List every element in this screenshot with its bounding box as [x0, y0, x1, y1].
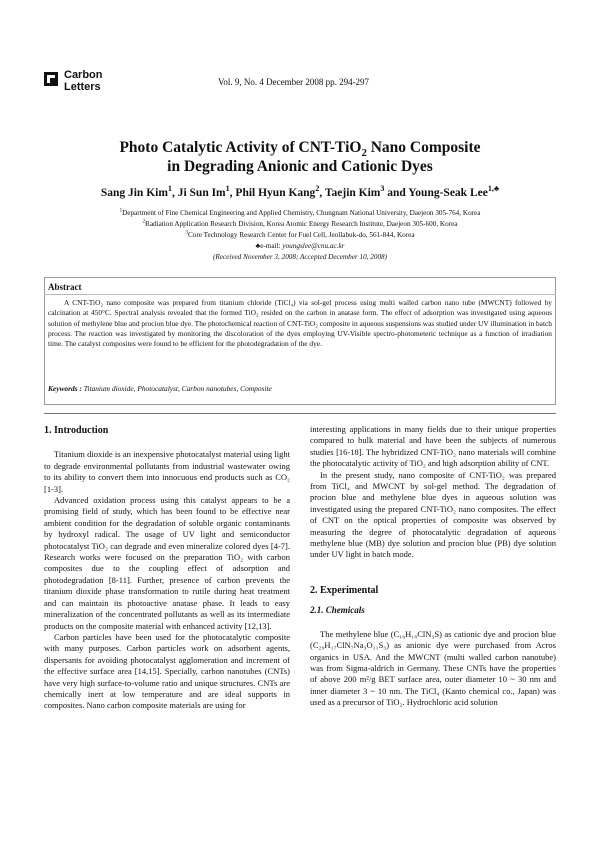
abstract-text: A CNT-TiO₂ nano composite was prepared from titanium chloride (TiCl₄) via sol-gel process using multi walled carbon nano tube (MWCNT) followed by calcination at 450°C. Spectral analysis revealed that the formed TiO₂ resided on the carbon in anatase form. The effect of adsorption was investigated using aqueous solution of methylene blue and procion blue dye. The photochemical reaction of CNT-TiO₂ composite in aqueous suspensions was studied under UV illumination in batch process. The reaction was investigated by monitoring the discoloration of the dyes employing UV-Visible spectro-photometeric technique as a function of irradiation time. The catalyst composites were found to be efficient for the photodegradation of the dye.: [48, 298, 552, 349]
author: Ji Sun Im: [177, 187, 226, 199]
email-line: ♣e-mail: youngslee@cnu.ac.kr: [255, 242, 345, 250]
paragraph: Advanced oxidation process using this catalyst appears to be a promising field of study, which has been found to be effective near ambient condition for the degradation of soluble organic contaminants by hydroxyl radical. The usage of UV light and semiconductor photocatalyst TiO₂ can degrade and even mineralize colored dyes [4-7]. Research works were focused on the preparation TiO₂ with carbon composites due to the coupling effect of adsorption and photodegradation [8-11]. Further, presence of carbon prevents the titanium dioxide phase transformation to rutile during heat treatment and can maintain its photoactive anatase phase. It leads to easy mineralization of the concentrated pollutants as well as its intermediate products on the composite material with enhanced activity [12,13].: [44, 495, 290, 631]
logo-text-line2: Letters: [64, 81, 101, 93]
paragraph: Carbon particles have been used for the photocatalytic composite with many purposes. Carbon particles work on adsorbent agents, dispersants for avoiding photocatalyst agglomeration and increment of the effective surface area [14,15]. Specially, carbon nanotubes (CNTs) have very high surface-to-volume ratio and unique structures. CNTs are chemically inert at low temperature and are ideal supports in composites. Nano carbon composite materials are using for: [44, 631, 290, 711]
journal-logo: [44, 70, 114, 100]
header-divider: [44, 413, 556, 414]
abstract-divider: [44, 294, 556, 295]
section-heading-experimental: 2. Experimental: [310, 584, 379, 596]
paragraph: Titanium dioxide is an inexpensive photocatalyst material using light to degrade environmental pollutants from industrial wastewater owing to its ability to convert them into innocuous end products such as CO₂ [1-3].: [44, 449, 290, 494]
author: Phil Hyun Kang: [235, 187, 316, 199]
keywords: Keywords : Titanium dioxide, Photocatalyst, Carbon nanotubes, Composite: [48, 384, 272, 393]
author: Taejin Kim: [324, 187, 381, 199]
affiliation: $^1$Department of Fine Chemical Engineering and Applied Chemistry, Chungnam National University, Daejeon 305-764, Korea: [119, 208, 481, 217]
section-heading-introduction: 1. Introduction: [44, 425, 109, 436]
author: Young-Seak Lee: [408, 187, 488, 199]
left-column: [44, 424, 290, 712]
paragraph: The methylene blue (C₁₆H₁₈ClN₃S) as cationic dye and procion blue (C₂₉H₁₇ClN₇Na₃O₁₁S₃) as anionic dye were purchased from Acros organics in USA. And the MWCNT (multi walled carbon nanotube) was from Sigma-aldrich in Germany. These CNTs have the properties of above 200 m²/g BET surface area, outer diameter 10 ~ 30 nm and inner diameter 3 ~ 10 nm. The TiCl₄ (Kanto chemical co., Japan) was used as a precursor of TiO₂. Hydrochloric acid solution: [310, 628, 556, 708]
subsection-heading-chemicals: 2.1. Chemicals: [310, 605, 365, 616]
paragraph: interesting applications in many fields due to their unique properties compared to bulk material and have been the subjects of numerous studies [16-18]. The hybridized CNT-TiO₂ nano materials will combine the photocatalytic activity of TiO₂ and high adsorption ability of CNT.: [310, 424, 556, 469]
logo-text-line1: Carbon: [64, 69, 103, 81]
affiliation: $^2$Radiation Application Research Division, Korea Atomic Energy Research Institute, Daejeon 305-600, Korea: [142, 219, 458, 228]
received-dates: (Received November 3, 2008; Accepted December 10, 2008): [212, 253, 388, 261]
right-column: [310, 424, 556, 709]
paper-title: Photo Catalytic Activity of CNT-TiO$_2$ Nano Composite in Degrading Anionic and Cationic Dyes: [119, 139, 481, 175]
affiliations: [0, 208, 600, 263]
author: Sang Jin Kim: [100, 187, 168, 199]
paragraph: In the present study, nano composite of CNT-TiO₂ was prepared from TiCl₄ and MWCNT by sol-gel method. The degradation of procion blue and methylene blue dyes in aqueous solution was investigated using the prepared CNT-TiO₂ nano composites. The effect of CNT on the optical properties of composite was observed by measuring the degree of photocatalytic degradation of aqueous methylene blue (MB) dye solution and procion blue (PB) dye solution under UV light in batch mode.: [310, 469, 556, 560]
abstract-heading: Abstract: [48, 282, 82, 292]
affiliation: $^3$Core Technology Research Center for Fuel Cell, Jeollabuk-do, 561-844, Korea: [185, 230, 415, 239]
email-address[interactable]: youngslee@cnu.ac.kr: [282, 242, 345, 250]
journal-info: Vol. 9, No. 4 December 2008 pp. 294-297: [218, 77, 370, 87]
author-list: Sang Jin Kim$^1$, Ji Sun Im$^1$, Phil Hyun Kang$^2$, Taejin Kim$^3$ and Young-Seak Lee$^{1,♣}$: [100, 184, 500, 199]
